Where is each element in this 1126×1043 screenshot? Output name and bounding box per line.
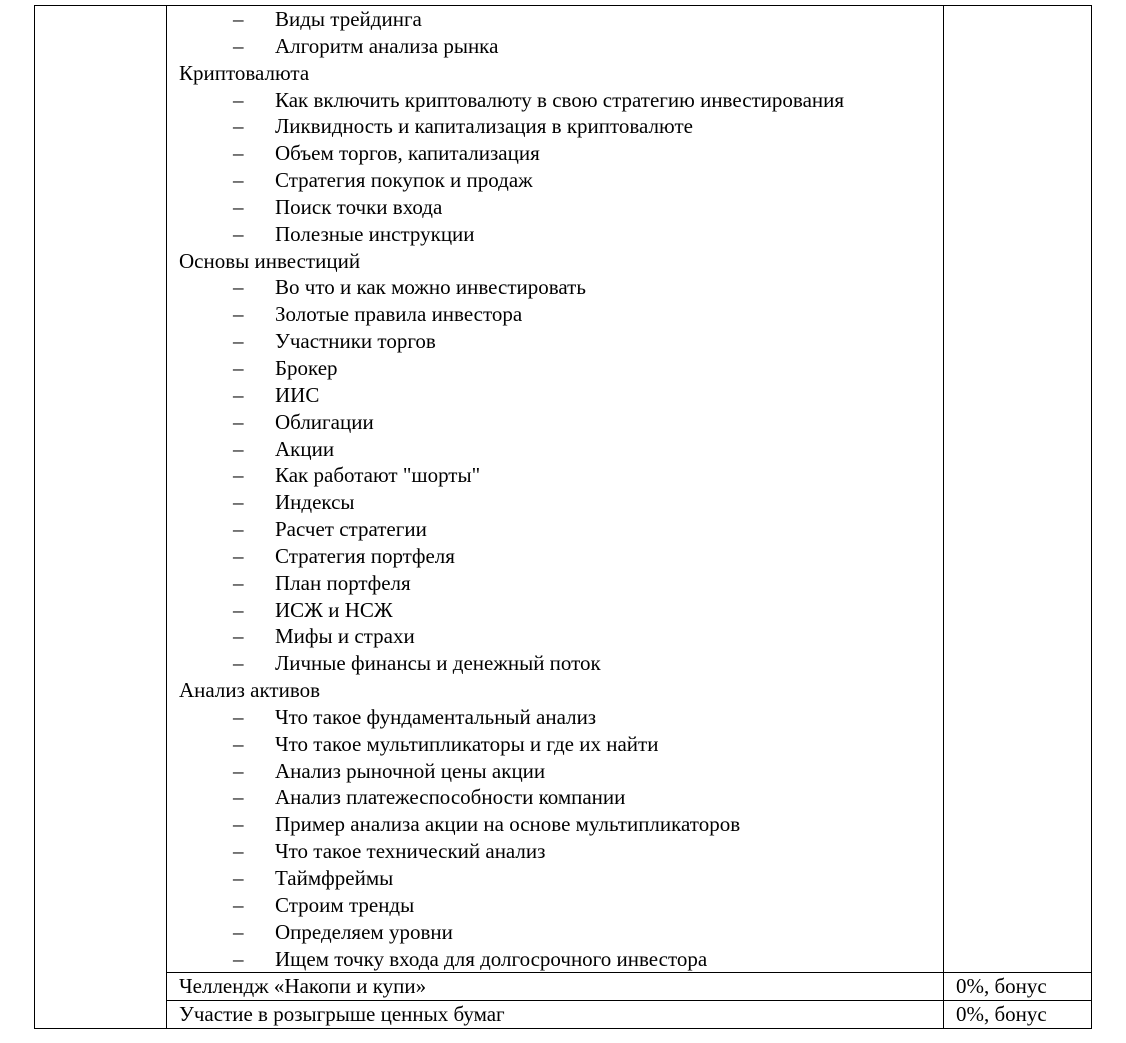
row-name-cell <box>167 973 944 1001</box>
dash-bullet: – <box>233 597 244 622</box>
list-item-text: Что такое технический анализ <box>275 839 546 864</box>
list-item <box>179 597 943 624</box>
dash-bullet: – <box>233 946 244 971</box>
dash-bullet: – <box>233 704 244 729</box>
list-item <box>179 731 943 758</box>
dash-bullet: – <box>233 892 244 917</box>
dash-bullet: – <box>233 436 244 461</box>
list-item <box>179 570 943 597</box>
list-item-text: Поиск точки входа <box>275 194 443 219</box>
list-item-text: Расчет стратегии <box>275 517 427 542</box>
dash-bullet: – <box>233 114 244 139</box>
dash-bullet: – <box>233 758 244 783</box>
dash-bullet: – <box>233 570 244 595</box>
dash-bullet: – <box>233 168 244 193</box>
list-item-text: Пример анализа акции на основе мультипликаторов <box>275 812 741 837</box>
course-content <box>167 6 943 972</box>
table-row <box>35 1001 1092 1029</box>
list-item <box>179 113 943 140</box>
list-item <box>179 355 943 382</box>
list-item <box>179 33 943 60</box>
dash-bullet: – <box>233 463 244 488</box>
list-item-text: План портфеля <box>275 570 411 595</box>
document-table <box>34 5 1092 1029</box>
dash-bullet: – <box>233 302 244 327</box>
list-item-text: Брокер <box>275 355 338 380</box>
list-item-text: Как включить криптовалюту в свою стратегию инвестирования <box>275 87 845 112</box>
list-item <box>179 516 943 543</box>
list-item-text: Таймфреймы <box>275 866 394 890</box>
dash-bullet: – <box>233 624 244 649</box>
left-cell <box>35 6 167 1029</box>
list-item <box>179 919 943 946</box>
dash-bullet: – <box>233 517 244 542</box>
list-item <box>179 382 943 409</box>
list-item <box>179 758 943 785</box>
dash-bullet: – <box>233 275 244 300</box>
dash-bullet: – <box>233 490 244 515</box>
list-item <box>179 87 943 114</box>
list-item-text: Анализ платежеспособности компании <box>275 785 626 810</box>
row-name: Участие в розыгрыше ценных бумаг <box>179 1002 505 1027</box>
list-item <box>179 704 943 731</box>
dash-bullet: – <box>233 194 244 219</box>
list-item-text: Строим тренды <box>275 892 415 917</box>
list-item-text: Стратегия покупок и продаж <box>275 168 533 193</box>
table-row <box>35 6 1092 973</box>
table-row <box>35 973 1092 1001</box>
list-item <box>179 301 943 328</box>
dash-bullet: – <box>233 919 244 944</box>
list-item-text: Объем торгов, капитализация <box>275 141 540 166</box>
list-item <box>179 811 943 838</box>
list-item-text: Алгоритм анализа рынка <box>275 33 499 58</box>
list-item-text: Что такое мультипликаторы и где их найти <box>275 731 659 756</box>
list-item-text: Ликвидность и капитализация в криптовалюте <box>275 114 693 139</box>
dash-bullet: – <box>233 7 244 31</box>
list-item <box>179 650 943 677</box>
list-item-text: Участники торгов <box>275 329 436 354</box>
list-item-text: Виды трейдинга <box>275 7 422 31</box>
dash-bullet: – <box>233 543 244 568</box>
list-item <box>179 6 943 33</box>
list-item <box>179 784 943 811</box>
list-item-text: Что такое фундаментальный анализ <box>275 704 597 729</box>
list-item-text: Акции <box>275 436 335 461</box>
dash-bullet: – <box>233 812 244 837</box>
dash-bullet: – <box>233 731 244 756</box>
dash-bullet: – <box>233 409 244 434</box>
dash-bullet: – <box>233 141 244 166</box>
list-item <box>179 328 943 355</box>
course-content-cell <box>167 6 944 973</box>
row-value-cell <box>944 973 1092 1001</box>
list-item-text: Полезные инструкции <box>275 221 475 246</box>
row-name-cell <box>167 1001 944 1029</box>
row-name: Челлендж «Накопи и купи» <box>179 974 427 999</box>
list-item <box>179 274 943 301</box>
dash-bullet: – <box>233 866 244 890</box>
list-item <box>179 194 943 221</box>
list-item-text: Индексы <box>275 490 355 515</box>
list-item <box>179 462 943 489</box>
dash-bullet: – <box>233 221 244 246</box>
list-item-text: Облигации <box>275 409 374 434</box>
row-value: 0%, бонус <box>956 974 1047 999</box>
list-item <box>179 436 943 463</box>
list-item-text: Анализ рыночной цены акции <box>275 758 546 783</box>
dash-bullet: – <box>233 382 244 407</box>
list-item <box>179 221 943 248</box>
list-item-text: Определяем уровни <box>275 919 453 944</box>
list-item-text: Мифы и страхи <box>275 624 415 649</box>
list-item <box>179 409 943 436</box>
list-item <box>179 892 943 919</box>
list-item <box>179 838 943 865</box>
list-item <box>179 543 943 570</box>
dash-bullet: – <box>233 87 244 112</box>
list-item <box>179 489 943 516</box>
list-item <box>179 140 943 167</box>
list-item-text: Ищем точку входа для долгосрочного инвестора <box>275 946 708 971</box>
list-item-text: Во что и как можно инвестировать <box>275 275 586 300</box>
list-item-text: Как работают "шорты" <box>275 463 481 488</box>
dash-bullet: – <box>233 839 244 864</box>
dash-bullet: – <box>233 329 244 354</box>
list-item-text: Личные финансы и денежный поток <box>275 651 601 676</box>
dash-bullet: – <box>233 651 244 676</box>
list-item-text: ИИС <box>275 382 320 407</box>
list-item-text: Золотые правила инвестора <box>275 302 523 327</box>
list-item <box>179 946 943 973</box>
row-value: 0%, бонус <box>956 1002 1047 1027</box>
dash-bullet: – <box>233 785 244 810</box>
list-item <box>179 865 943 892</box>
section-heading: Анализ активов <box>179 678 321 703</box>
dash-bullet: – <box>233 33 244 58</box>
section-heading: Основы инвестиций <box>179 248 361 273</box>
list-item-text: Стратегия портфеля <box>275 543 455 568</box>
right-cell <box>944 6 1092 973</box>
list-item <box>179 623 943 650</box>
dash-bullet: – <box>233 355 244 380</box>
section-heading: Криптовалюта <box>179 60 310 85</box>
list-item-text: ИСЖ и НСЖ <box>275 597 393 622</box>
row-value-cell <box>944 1001 1092 1029</box>
list-item <box>179 167 943 194</box>
